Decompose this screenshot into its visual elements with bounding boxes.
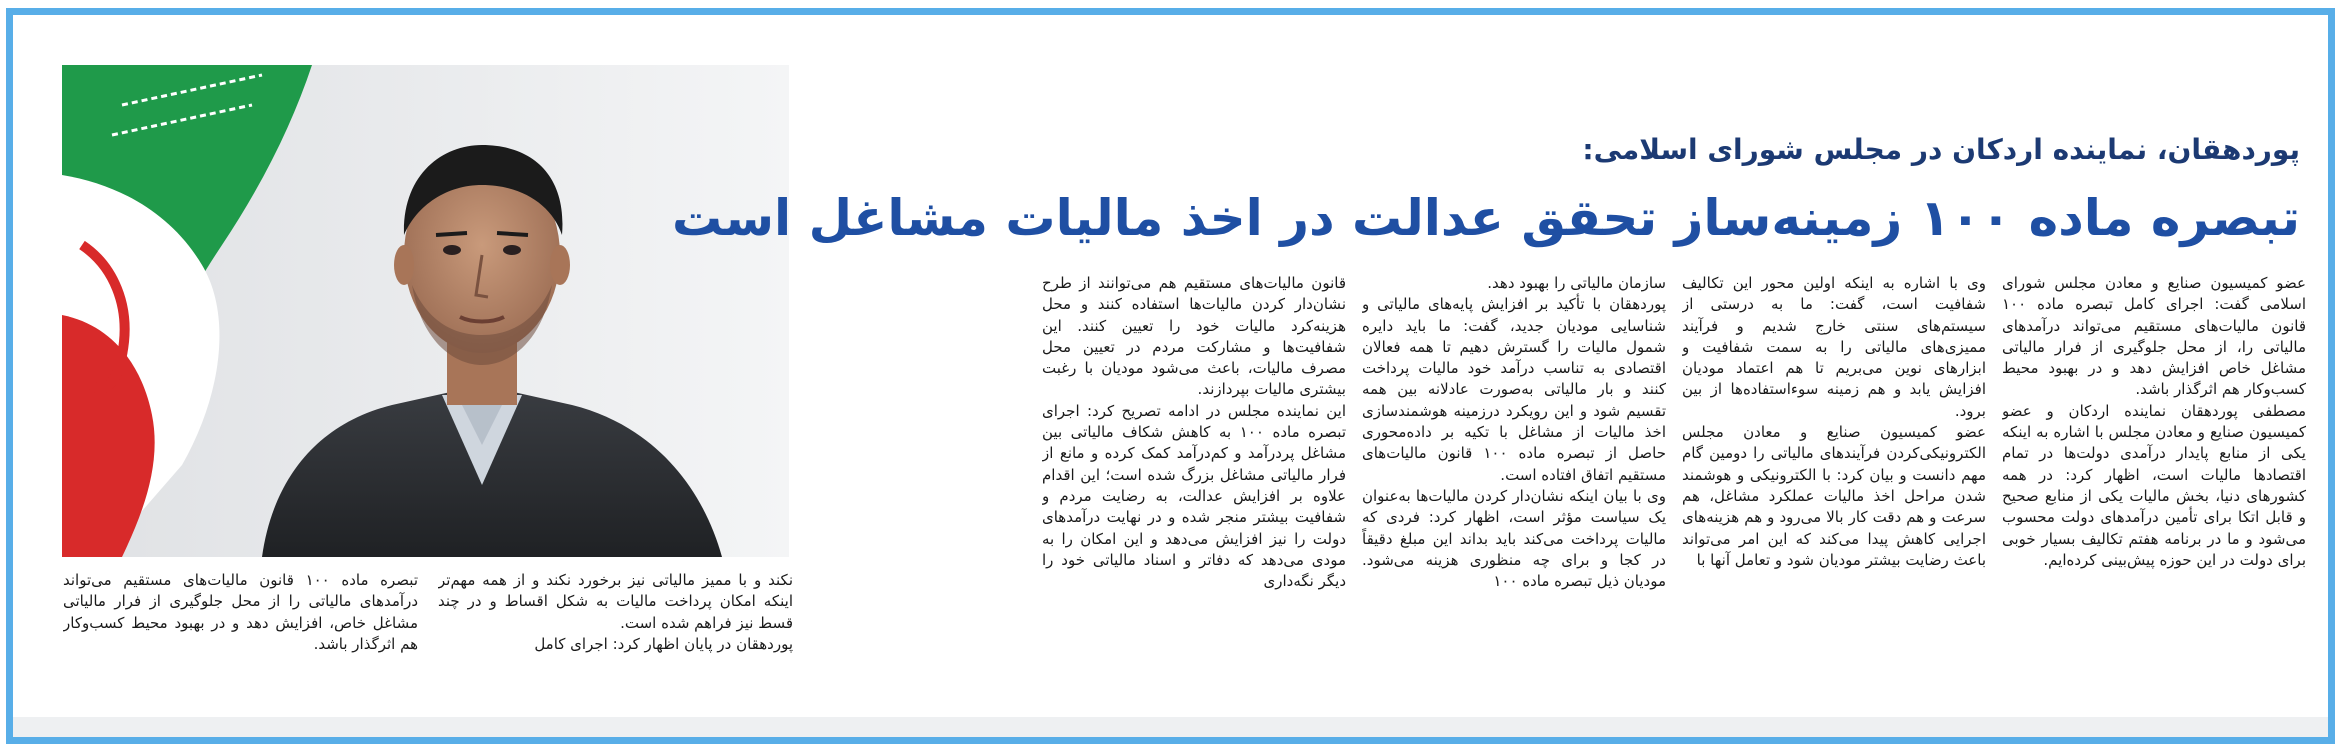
paragraph: تبصره ماده ۱۰۰ قانون مالیات‌های مستقیم می‌تواند درآمدهای مالیاتی را از محل جلوگیری از فرار مالیاتی مشاغل خاص، افزایش دهد و در بهبود محیط کسب‌وکار هم اثرگذار باشد. [63, 571, 418, 653]
portrait-photo [62, 65, 789, 557]
under-photo-columns [53, 570, 793, 720]
paragraph: پوردهقان با تأکید بر افزایش پایه‌های مالیاتی و شناسایی مودیان جدید، گفت: ما باید دایره شمول مالیات را گسترش دهیم تا همه فعالان اقتصادی به تناسب درآمد خود مالیات پرداخت کنند و بار مالیاتی به‌صورت عادلانه بین همه تقسیم شود و این رویکرد درزمینه هوشمندسازی اخذ مالیات از مشاغل با تکیه بر داده‌محوری حاصل از تبصره ماده ۱۰۰ قانون مالیات‌های مستقیم اتفاق افتاده است. [1362, 295, 1666, 484]
paragraph: این نماینده مجلس در ادامه تصریح کرد: اجرای تبصره ماده ۱۰۰ به کاهش شکاف مالیاتی بین مشاغل پردرآمد و کم‌درآمد کمک کرده و مانع از فرار مالیاتی مشاغل بزرگ شده است؛ این اقدام علاوه بر افزایش عدالت، به رضایت مردم و شفافیت بیشتر منجر شده و در نهایت درآمدهای دولت را نیز افزایش می‌دهد و این امکان را به مودی می‌دهد که دفاتر و اسناد مالیاتی خود را دیگر نگه‌داری [1042, 401, 1346, 591]
article-body-columns [746, 273, 2306, 713]
paragraph: مصطفی پوردهقان نماینده اردکان و عضو کمیسیون صنایع و معادن مجلس با اشاره به اینکه یکی از منابع پایدار درآمدی دولت‌ها در تمام اقتصادها مالیات است، اظهار کرد: در همه کشورهای دنیا، بخش مالیات یکی از منابع صحیح و قابل اتکا برای تأمین درآمدهای دولت محسوب می‌شود و ما در برنامه هفتم تکالیف بسیار خوبی برای دولت در این حوزه پیش‌بینی کرده‌ایم. [2002, 401, 2306, 569]
body-column-6 [63, 570, 418, 720]
paragraph: سازمان مالیاتی را بهبود دهد. [1487, 274, 1666, 292]
article-frame [6, 8, 2335, 744]
bottom-strip [13, 717, 2328, 737]
body-column-2 [1682, 273, 1986, 713]
paragraph: قانون مالیات‌های مستقیم هم می‌توانند از طرح نشان‌دار کردن مالیات‌ها استفاده کنند و محل هزینه‌کرد مالیات خود را تعیین کنند. این شفافیت‌ها و مشارکت مردم در تعیین محل مصرف مالیات، باعث می‌شود مودیان با رغبت بیشتری مالیات بپردازند. [1042, 274, 1346, 399]
paragraph: نکند و با ممیز مالیاتی نیز برخورد نکند و از همه مهم‌تر اینکه امکان پرداخت مالیات به شکل اقساط و در چند قسط نیز فراهم شده است. [438, 571, 793, 632]
paragraph: وی با بیان اینکه نشان‌دار کردن مالیات‌ها به‌عنوان یک سیاست مؤثر است، اظهار کرد: فردی که مالیات پرداخت می‌کند باید بداند این مبلغ دقیقاً در کجا و برای چه منظوری هزینه می‌شود. مودیان ذیل تبصره ماده ۱۰۰ [1362, 486, 1666, 591]
article-headline: تبصره ماده ۱۰۰ زمینه‌ساز تحقق عدالت در اخذ مالیات مشاغل است [671, 189, 2300, 247]
paragraph: وی با اشاره به اینکه اولین محور این تکالیف شفافیت است، گفت: ما به درستی از سیستم‌های سنتی خارج شدیم و فرآیند ممیزی‌های مالیاتی را به سمت شفافیت و ابزارهای نوین می‌بریم تا هم اعتماد مودیان افزایش یابد و هم زمینه سوء‌استفاده‌ها از بین برود. [1682, 274, 1986, 420]
portrait-photo-icon [62, 65, 789, 557]
paragraph: عضو کمیسیون صنایع و معادن مجلس الکترونیکی‌کردن فرآیندهای مالیاتی را دومین گام مهم دانست و بیان کرد: با الکترونیکی و هوشمند شدن مراحل اخذ مالیات عملکرد مشاغل، هم سرعت و هم دقت کار بالا می‌رود و هم هزینه‌های اجرایی کاهش پیدا می‌کند که این امر می‌تواند باعث رضایت بیشتر مودیان شود و تعامل آنها با [1682, 423, 1986, 569]
paragraph: عضو کمیسیون صنایع و معادن مجلس شورای اسلامی گفت: اجرای کامل تبصره ماده ۱۰۰ قانون مالیات‌های مستقیم می‌تواند درآمدهای مالیاتی را، از محل جلوگیری از فرار مالیاتی مشاغل خاص افزایش دهد و در بهبود محیط کسب‌وکار هم اثرگذار باشد. [2002, 274, 2306, 399]
article-kicker: پوردهقان، نماینده اردکان در مجلس شورای اسلامی: [1582, 133, 2300, 166]
body-column-1 [2002, 273, 2306, 713]
body-column-4 [1042, 273, 1346, 713]
body-column-5 [438, 570, 793, 720]
body-column-3 [1362, 273, 1666, 713]
paragraph: پوردهقان در پایان اظهار کرد: اجرای کامل [534, 634, 793, 653]
